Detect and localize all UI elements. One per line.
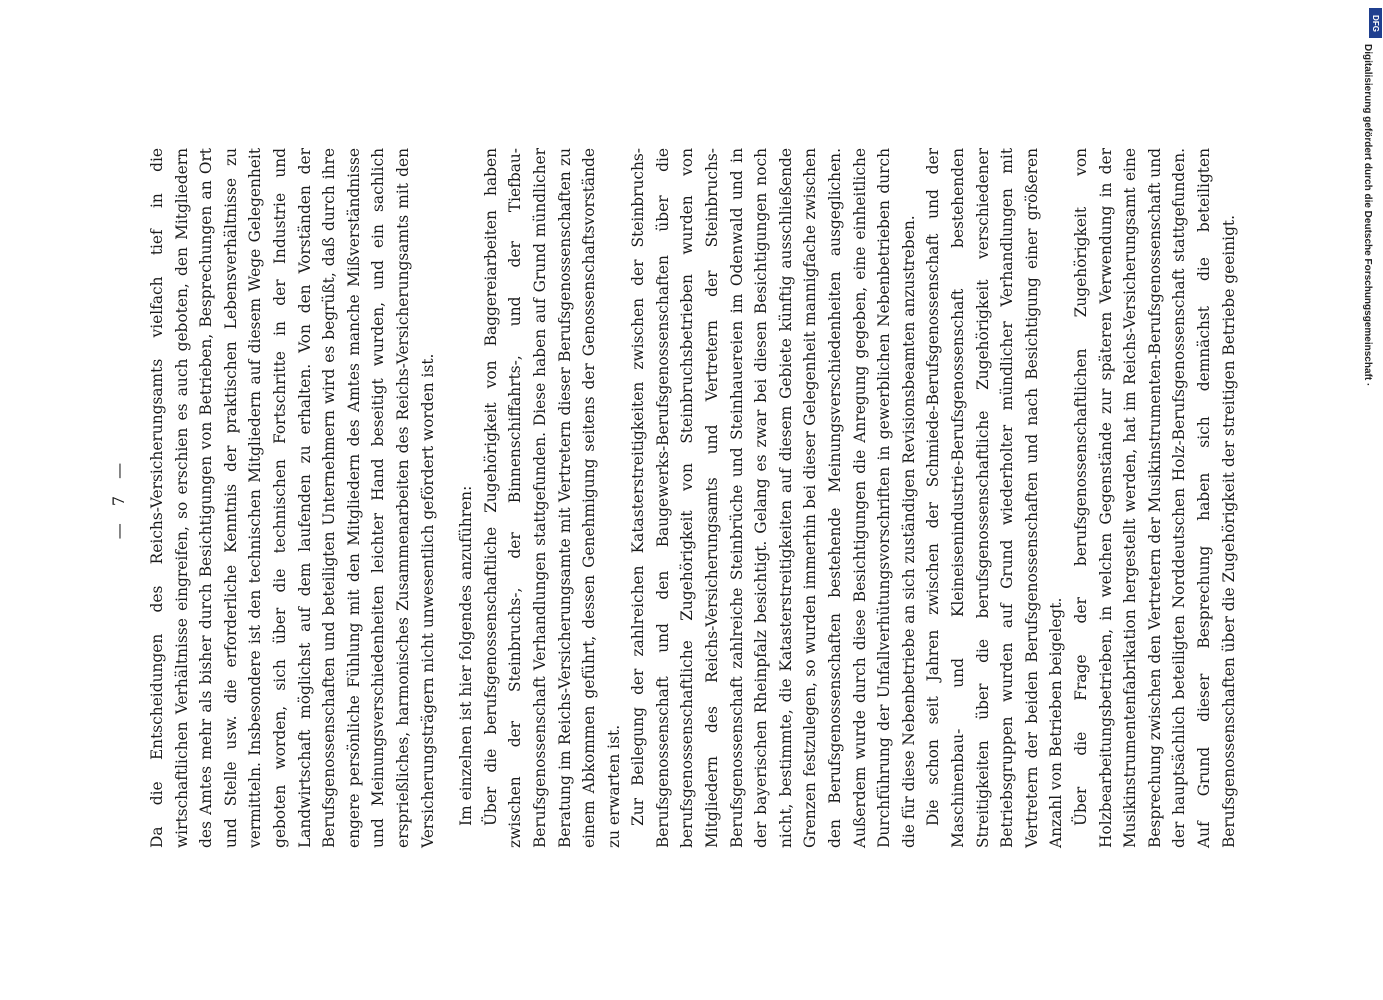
paragraph-1: Da die Entscheidungen des Reichs-Versicherungsamts vielfach tief in die wirtschaftlichen Verhältnisse eingreifen, so erschien es auch geboten, den Mitgliedern des Amtes mehr als bisher durch Besichtigungen von Betrieben, Besprechungen an Ort und Stelle usw. die erforderliche Kenntnis der praktischen Lebensverhältnisse zu vermitteln. Insbesondere ist den technischen Mitgliedern auf diesem Wege Gelegenheit geboten worden, sich über die technischen Fortschritte in der Industrie und Landwirtschaft möglichst auf dem laufenden zu erhalten. Von den Vorständen der Berufsgenossenschaften und beteiligten Unternehmern wird es begrüßt, daß durch ihre engere persönliche Fühlung mit den Mitgliedern des Amtes manche Mißverständnisse und Meinungsverschiedenheiten leichter Hand beseitigt wurden, und ein sachlich ersprießliches, harmonisches Zusammenarbeiten des Reichs-Versicherungsamts mit den Versicherungsträgern nicht unwesentlich gefördert worden ist. — [148, 148, 437, 848]
dfg-logo-text: DFG — [1371, 14, 1381, 32]
paragraph-4: Zur Beilegung der zahlreichen Katasterstreitigkeiten zwischen der Steinbruchs-Berufsgenossenschaft und den Baugewerks-Berufsgenossenschaften über die berufsgenossenschaftliche Zugehörigkeit von Steinbruchsbetrieben wurden von Mitgliedern des Reichs-Versicherungsamts und Vertretern der Steinbruchs-Berufsgenossenschaft zahlreiche Steinbrüche und Steinhauereien im Odenwald und in der bayerischen Rheinpfalz besichtigt. Gelang es zwar bei diesen Besichtigungen noch nicht, bestimmte, die Katasterstreitigkeiten auf diesem Gebiete künftig ausschließende Grenzen festzulegen, so wurden immerhin bei dieser Gelegenheit mannigfache zwischen den Berufsgenossenschaften bestehende Meinungsverschiedenheiten ausgeglichen. Außerdem wurde durch diese Besichtigungen die Anregung gegeben, eine einheitliche Durchführung der Unfallverhütungsvorschriften in gewerblichen Nebenbetrieben durch die für diese Nebenbetriebe an sich zuständigen Revisionsbeamten anzustreben. — [629, 148, 918, 848]
paragraph-2: Im einzelnen ist hier folgendes anzuführen: — [457, 485, 476, 826]
dfg-logo — [1369, 8, 1382, 38]
paragraph-5: Die schon seit Jahren zwischen der Schmiede-Berufsgenossenschaft und der Maschinenbau- und Kleineisenindustrie-Berufsgenossenschaft bestehenden Streitigkeiten über die berufsgenossenschaftliche Zugehörigkeit verschiedener Betriebsgruppen wurden auf Grund wiederholter mündlicher Verhandlungen mit Vertretern der beiden Berufsgenossenschaften und nach Besichtigung einer größeren Anzahl von Betrieben beigelegt. — [924, 148, 1066, 848]
digitization-credit: Digitalisierung gefördert durch die Deutsche Forschungsgemeinschaft · — [1362, 44, 1373, 387]
paragraph-3: Über die berufsgenossenschaftliche Zugehörigkeit von Baggereiarbeiten haben zwischen der Steinbruchs-, der Binnenschiffahrts-, und der Tiefbau-Berufsgenossenschaft Verhandlungen stattgefunden. Diese haben auf Grund mündlicher Beratung im Reichs-Versicherungsamte mit Vertretern dieser Berufsgenossenschaften zu einem Abkommen geführt, dessen Genehmigung seitens der Genossenschaftsvorstände zu erwarten ist. — [481, 148, 623, 848]
paragraph-6: Über die Frage der berufsgenossenschaftlichen Zugehörigkeit von Holzbearbeitungsbetrieben, in welchen Gegenstände zur späteren Verwendung in der Musikinstrumentenfabrikation hergestellt werden, hat im Reichs-Versicherungsamt eine Besprechung zwischen den Vertretern der Musikinstrumenten-Berufsgenossenschaft und der hauptsächlich beteiligten Norddeutschen Holz-Berufsgenossenschaft stattgefunden. Auf Grund dieser Besprechung haben sich demnächst die beteiligten Berufsgenossenschaften über die Zugehörigkeit der streitigen Betriebe geeinigt. — [1071, 148, 1238, 848]
page-number: — 7 — — [109, 456, 128, 540]
document-page — [109, 148, 1238, 848]
